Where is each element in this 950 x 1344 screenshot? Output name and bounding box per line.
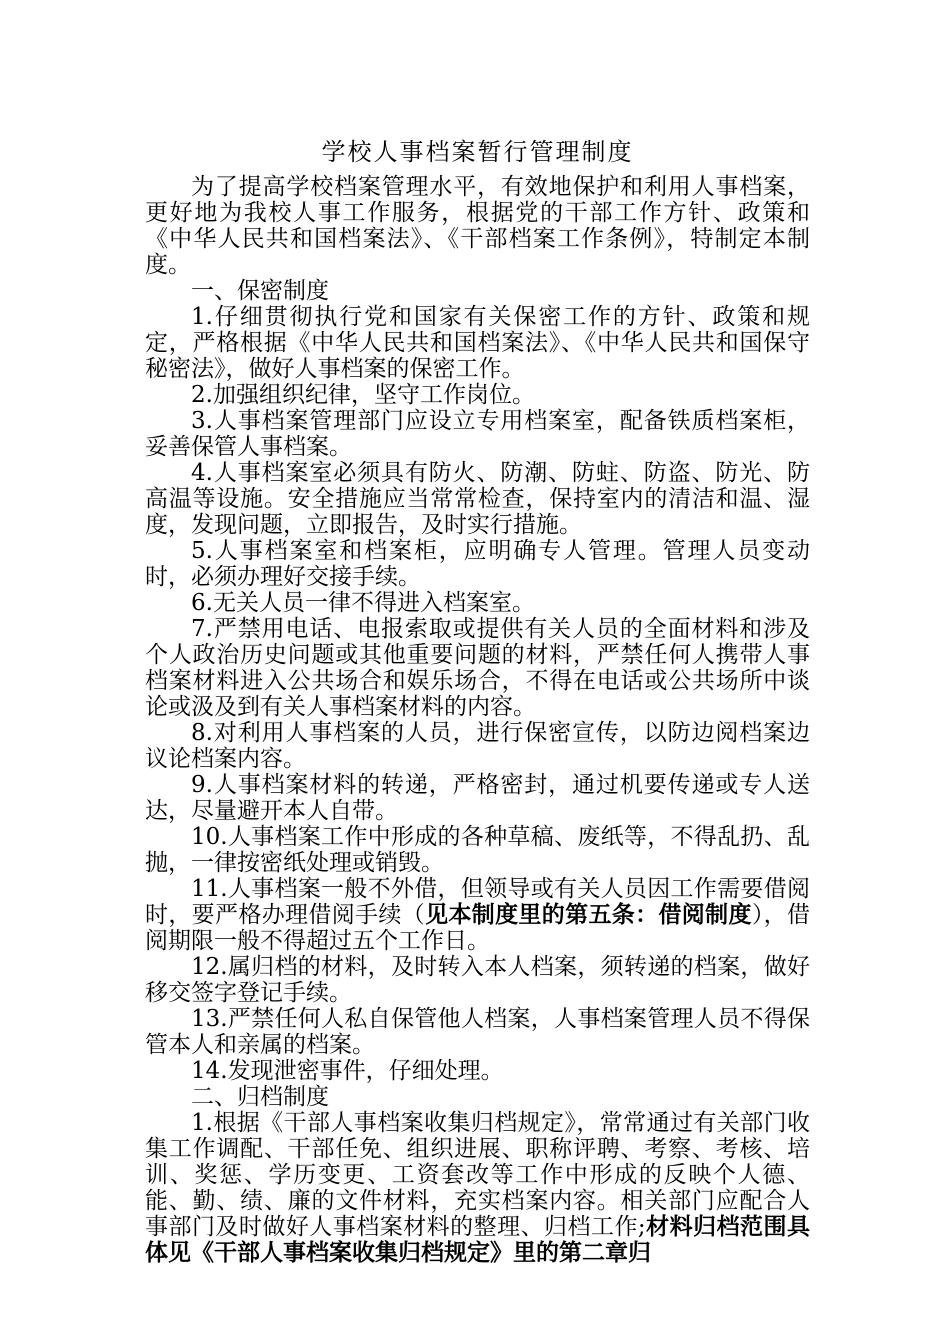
section1-item-12: 12.属归档的材料，及时转入本人档案，须转递的档案，做好移交签字登记手续。 [145,954,810,1006]
section1-item-2: 2.加强组织纪律，坚守工作岗位。 [191,382,535,408]
section2-item1-bold: 材料归档范围具体见《干部人事档案收集归档规定》里的第二章归 [145,1213,811,1266]
section1-item-10: 10.人事档案工作中形成的各种草稿、废纸等，不得乱扔、乱抛，一律按密纸处理或销毁。 [145,824,810,876]
section1-item-1: 1.仔细贯彻执行党和国家有关保密工作的方针、政策和规定，严格根据《中华人民共和国档案法》、《中华人民共和国保守秘密法》，做好人事档案的保密工作。 [145,304,810,382]
section1-item-3: 3.人事档案管理部门应设立专用档案室，配备铁质档案柜，妥善保管人事档案。 [145,408,810,460]
item11-bold-reference: 见本制度里的第五条：借阅制度 [425,901,752,928]
section1-item-8: 8.对利用人事档案的人员，进行保密宣传，以防边阅档案边议论档案内容。 [145,720,810,772]
item11-text-before: 11.人事档案一般不外借，但领导或有关人员因工作需要借阅时，要严格办理借阅手续（ [145,876,810,928]
section1-item-11 [145,876,810,954]
section1-item-6: 6.无关人员一律不得进入档案室。 [191,590,535,616]
section1-item-14: 14.发现泄密事件，仔细处理。 [191,1058,504,1084]
intro-paragraph: 为了提高学校档案管理水平，有效地保护和利用人事档案，更好地为我校人事工作服务，根据党的干部工作方针、政策和《中华人民共和国档案法》、《干部档案工作条例》，特制定本制度。 [145,174,810,278]
section1-item-9: 9.人事档案材料的转递，严格密封，通过机要传递或专人送达，尽量避开本人自带。 [145,772,810,824]
section2-item1-text: 1.根据《干部人事档案收集归档规定》，常常通过有关部门收集工作调配、干部任免、组织进展、职称评聘、考察、考核、培训、奖惩、学历变更、工资套改等工作中形成的反映个人德、能、勤、绩、廉的文件材料，充实档案内容。相关部门应配合人事部门及时做好人事档案材料的整理、归档工作; [145,1110,810,1240]
section1-item-7: 7.严禁用电话、电报索取或提供有关人员的全面材料和涉及个人政治历史问题或其他重要问题的材料，严禁任何人携带人事档案材料进入公共场合和娱乐场合，不得在电话或公共场所中谈论或汲及到有关人事档案材料的内容。 [145,616,810,720]
section1-item-4: 4.人事档案室必须具有防火、防潮、防蛀、防盗、防光、防高温等设施。安全措施应当常常检查，保持室内的清洁和温、湿度，发现问题，立即报告，及时实行措施。 [145,460,810,538]
section-heading-confidentiality: 一、保密制度 [191,278,329,304]
item11-text-after: ），借阅期限一般不得超过五个工作日。 [145,902,811,954]
section1-item-13: 13.严禁任何人私自保管他人档案，人事档案管理人员不得保管本人和亲属的档案。 [145,1006,810,1058]
document-page [145,136,810,1266]
section2-item-1 [145,1110,810,1266]
section1-item-5: 5.人事档案室和档案柜，应明确专人管理。管理人员变动时，必须办理好交接手续。 [145,538,810,590]
section-heading-filing: 二、归档制度 [191,1084,329,1110]
document-title: 学校人事档案暂行管理制度 [321,138,634,166]
